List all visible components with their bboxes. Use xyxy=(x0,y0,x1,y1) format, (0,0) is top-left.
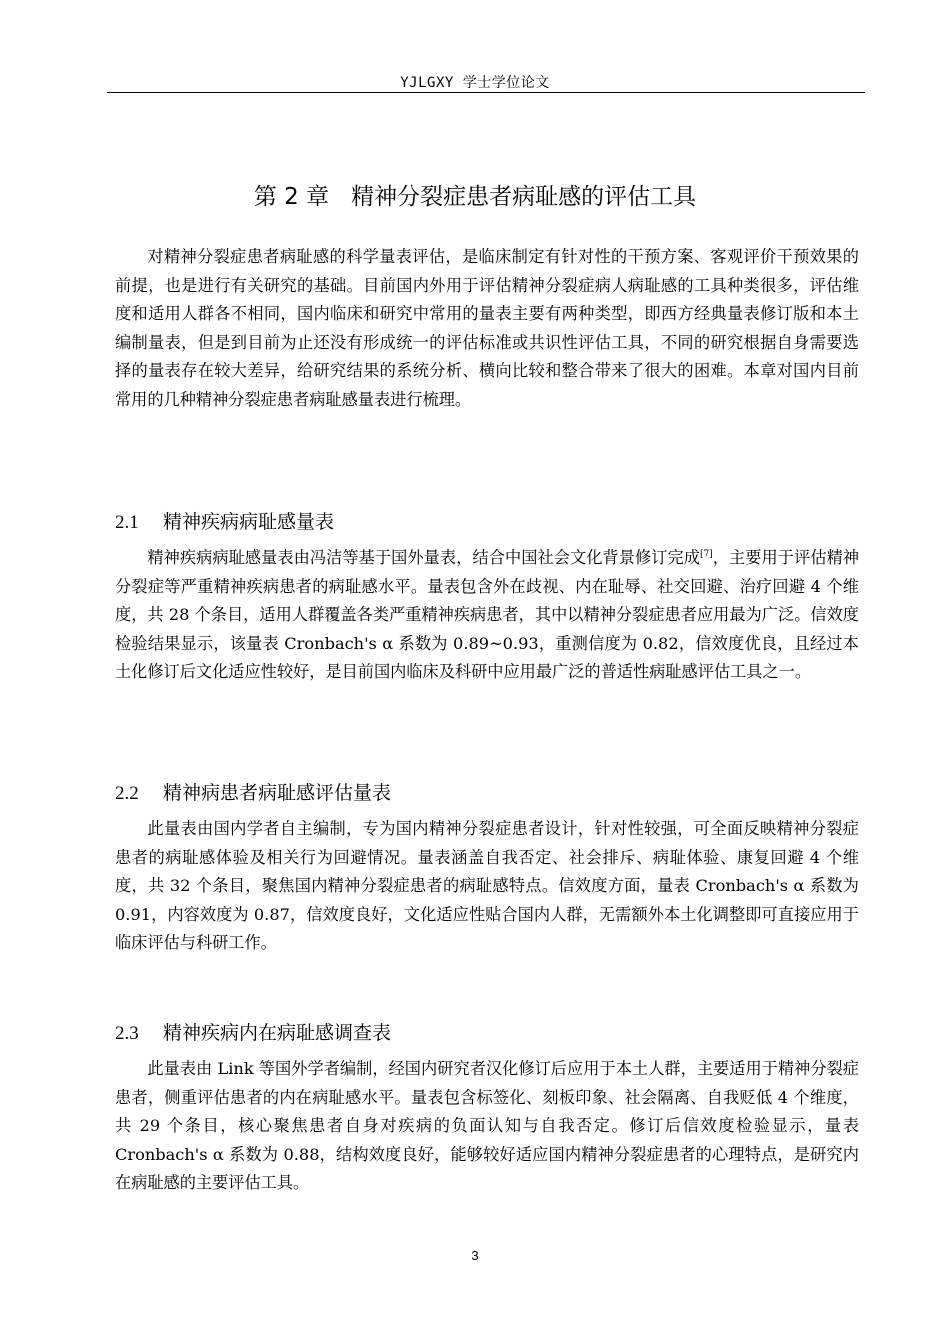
section-number: 2.2 xyxy=(115,783,139,804)
running-header: YJLGXY 学士学位论文 xyxy=(400,75,550,91)
page-number: 3 xyxy=(471,1248,479,1263)
citation-ref: [7] xyxy=(699,549,713,560)
section-heading-2-1 xyxy=(115,507,859,534)
section-2-2-paragraph: 此量表由国内学者自主编制，专为国内精神分裂症患者设计，针对性较强，可全面反映精神分裂症患者的病耻感体验及相关行为回避情况。量表涵盖自我否定、社会排斥、病耻体验、康复回避 4 个维度，共 32 个条目，聚焦国内精神分裂症患者的病耻感特点。信效度方面，量表 Cronbach's α 系数为 0.91，内容效度为 0.87，信效度良好，文化适应性贴合国内人群，无需额外本土化调整即可直接应用于临床评估与科研工作。 xyxy=(115,819,859,953)
section-number: 2.1 xyxy=(115,512,139,533)
header-rule xyxy=(107,92,865,93)
section-heading-2-2 xyxy=(115,778,859,805)
chapter-title xyxy=(0,178,950,211)
section-number: 2.3 xyxy=(115,1023,139,1044)
paragraph-text: 精神疾病病耻感量表由冯洁等基于国外量表，结合中国社会文化背景修订完成 xyxy=(147,548,700,567)
section-2-3-paragraph: 此量表由 Link 等国外学者编制，经国内研究者汉化修订后应用于本土人群，主要适用于精神分裂症患者，侧重评估患者的内在病耻感水平。量表包含标签化、刻板印象、社会隔离、自我贬低 4 个维度，共 29 个条目，核心聚焦患者自身对疾病的负面认知与自我否定。修订后信效度检验显示，量表 Cronbach's α 系数为 0.88，结构效度良好，能够较好适应国内精神分裂症患者的心理特点，是研究内在病耻感的主要评估工具。 xyxy=(115,1059,859,1193)
section-title: 精神疾病病耻感量表 xyxy=(163,511,335,533)
intro-paragraph: 对精神分裂症患者病耻感的科学量表评估，是临床制定有针对性的干预方案、客观评价干预效果的前提，也是进行有关研究的基础。目前国内外用于评估精神分裂症病人病耻感的工具种类很多，评估维度和适用人群各不相同，国内临床和研究中常用的量表主要有两种类型，即西方经典量表修订版和本土编制量表，但是到目前为止还没有形成统一的评估标准或共识性评估工具，不同的研究根据自身需要选择的量表存在较大差异，给研究结果的系统分析、横向比较和整合带来了很大的困难。本章对国内目前常用的几种精神分裂症患者病耻感量表进行梳理。 xyxy=(115,247,859,409)
section-title: 精神病患者病耻感评估量表 xyxy=(163,782,392,804)
section-2-1-paragraph xyxy=(115,544,859,687)
section-heading-2-3 xyxy=(115,1018,859,1045)
chapter-title-text: 精神分裂症患者病耻感的评估工具 xyxy=(351,184,697,210)
chapter-number: 第 2 章 xyxy=(253,184,330,210)
section-title: 精神疾病内在病耻感调查表 xyxy=(163,1022,392,1044)
paragraph-text: ，主要用于评估精神分裂症等严重精神疾病患者的病耻感水平。量表包含外在歧视、内在耻辱、社交回避、治疗回避 4 个维度，共 28 个条目，适用人群覆盖各类严重精神疾病患者，其中以精神分裂症患者应用最为广泛。信效度检验结果显示，该量表 Cronbach's α 系数为 0.89~0.93，重测信度为 0.82，信效度优良，且经过本土化修订后文化适应性较好，是目前国内临床及科研中应用最广泛的普适性病耻感评估工具之一。 xyxy=(115,548,860,682)
